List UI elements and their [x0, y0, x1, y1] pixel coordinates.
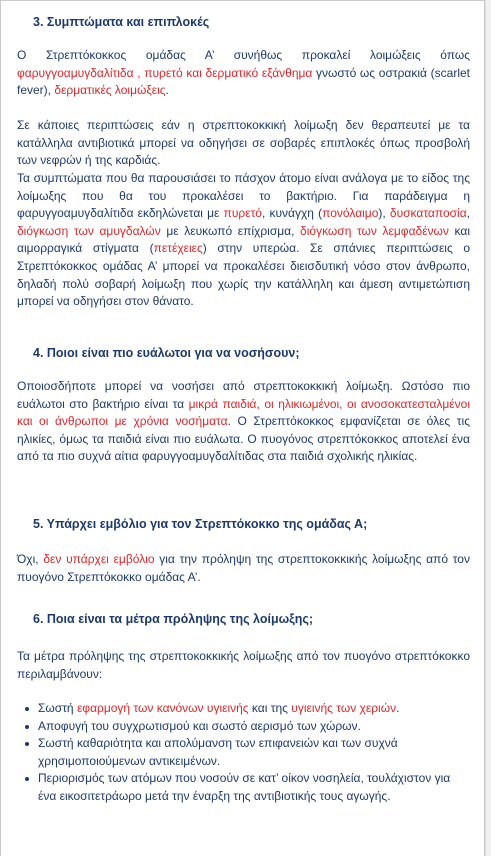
text: . — [396, 701, 400, 715]
highlight-text: φαρυγγοαμυγδαλίτιδα , πυρετό και δερματικό εξάνθημα — [17, 65, 313, 80]
text: Σωστή — [38, 701, 77, 715]
text: , κυνάγχη ( — [261, 206, 323, 221]
highlight-text: πετέχειες — [153, 241, 203, 256]
highlight-text: δυσκαταποσία — [389, 206, 467, 221]
text: με λευκωπό επίχρισμα, — [160, 223, 301, 238]
text: . Ο Στρεπτόκοκκος εμφανίζεται σε όλες τις ηλικίες, όμως τα παιδιά είναι πιο ευάλωτα. Ο πυογόνος στρεπτόκοκκος αποτελεί ένα από τα πιο συχνά αίτια φαρυγγοαμυγδαλίτιδας στα παιδιά σχολικής ηλικίας. — [17, 414, 470, 464]
symptoms-paragraph-1 — [17, 47, 470, 100]
text: ) στην υπερώα. Σε σπάνιες περιπτώσεις ο Στρεπτόκοκκος ομάδας Α’ μπορεί να προκαλέσει διεισδυτική νόσο στον άνθρωπο, δηλαδή πολύ σοβαρή λοίμωξη που χωρίς την κατάλληλη και άμεση αντιμετώπιση μπορεί να οδηγήσει στον θάνατο. — [17, 241, 471, 309]
highlight-text: πυρετό — [223, 206, 262, 221]
text: ), — [378, 206, 390, 221]
list-item: Σωστή καθαριότητα και απολύμανση των επιφανειών και των συχνά χρησιμοποιούμενων αντικειμένων. — [35, 735, 470, 770]
symptoms-paragraph-3 — [17, 170, 470, 311]
heading-vaccine: 5. Υπάρχει εμβόλιο για τον Στρεπτόκοκκο της ομάδας Α; — [33, 517, 368, 531]
highlight-text: διόγκωση των αμυγδαλών — [17, 223, 161, 238]
text: Ο Στρεπτόκοκκος ομάδας Α’ συνήθως προκαλεί λοιμώξεις όπως — [17, 48, 470, 62]
text: Όχι, — [17, 552, 44, 566]
text: Οποιοσδήποτε μπορεί να νοσήσει από στρεπτοκοκκική λοίμωξη. Ωστόσο πιο ευάλωτοι στο βακτήριο είναι τα — [17, 379, 470, 411]
highlight-text: εφαρμογή των κανόνων υγιεινής — [76, 701, 249, 715]
highlight-text: δερματικές λοιμώξεις — [54, 83, 166, 98]
symptoms-paragraph-2: Σε κάποιες περιπτώσεις εάν η στρεπτοκοκκική λοίμωξη δεν θεραπευτεί με τα κατάλληλα αντιβιοτικά μπορεί να οδηγήσει σε σοβαρές επιπλοκές όπως προσβολή των νεφρών ή της καρδιάς. — [17, 118, 470, 168]
list-item: Αποφυγή του συγχρωτισμού και σωστό αερισμό των χώρων. — [35, 718, 470, 736]
list-item — [35, 700, 470, 718]
prevention-list — [17, 700, 470, 806]
text: . — [165, 83, 169, 98]
vulnerable-paragraph — [17, 378, 470, 466]
highlight-text: δεν υπάρχει εμβόλιο — [43, 552, 155, 566]
highlight-text: πονόλαιμο — [322, 206, 379, 221]
highlight-text: μικρά παιδιά, οι ηλικιωμένοι, οι ανοσοκατεσταλμένοι και οι άνθρωποι με χρόνια νοσήματα — [17, 396, 470, 429]
list-item: Περιορισμός των ατόμων που νοσούν σε κατ’ οίκον νοσηλεία, τουλάχιστον για ένα εικοσιτετράωρο μετά την έναρξη της αντιβιοτικής τους αγωγής. — [35, 770, 470, 805]
heading-prevention: 6. Ποια είναι τα μέτρα πρόληψης της λοίμωξης; — [33, 612, 314, 626]
highlight-text: διόγκωση των λεμφαδένων — [300, 223, 449, 238]
prevention-intro: Τα μέτρα πρόληψης της στρεπτοκοκκικής λοίμωξης από τον πυογόνο στρεπτόκοκκο περιλαμβάνουν: — [17, 649, 470, 681]
text: και αιμορραγικά στίγματα ( — [17, 223, 470, 256]
heading-symptoms: 3. Συμπτώματα και επιπλοκές — [33, 15, 210, 29]
text: γνωστό ως οστρακιά (scarlet fever), — [17, 65, 470, 98]
heading-vulnerable: 4. Ποιοι είναι πιο ευάλωτοι για να νοσήσουν; — [33, 346, 300, 360]
vaccine-paragraph — [17, 551, 470, 586]
scrollbar[interactable] — [485, 0, 491, 856]
text: , — [466, 206, 470, 221]
text: Τα συμπτώματα που θα παρουσιάσει το πάσχον άτομο είναι ανάλογα με το είδος της λοίμωξης που θα του προκαλέσει το βακτήριο. Για παράδειγμα η φαρυγγοαμυγδαλίτιδα εκδηλώνεται με — [17, 171, 470, 221]
highlight-text: υγιεινής των χεριών — [291, 701, 397, 715]
text: και της — [248, 701, 292, 715]
text: για την πρόληψη της στρεπτοκοκκικής λοίμωξης από τον πυογόνο Στρεπτόκοκκο ομάδας Α’. — [17, 552, 470, 584]
